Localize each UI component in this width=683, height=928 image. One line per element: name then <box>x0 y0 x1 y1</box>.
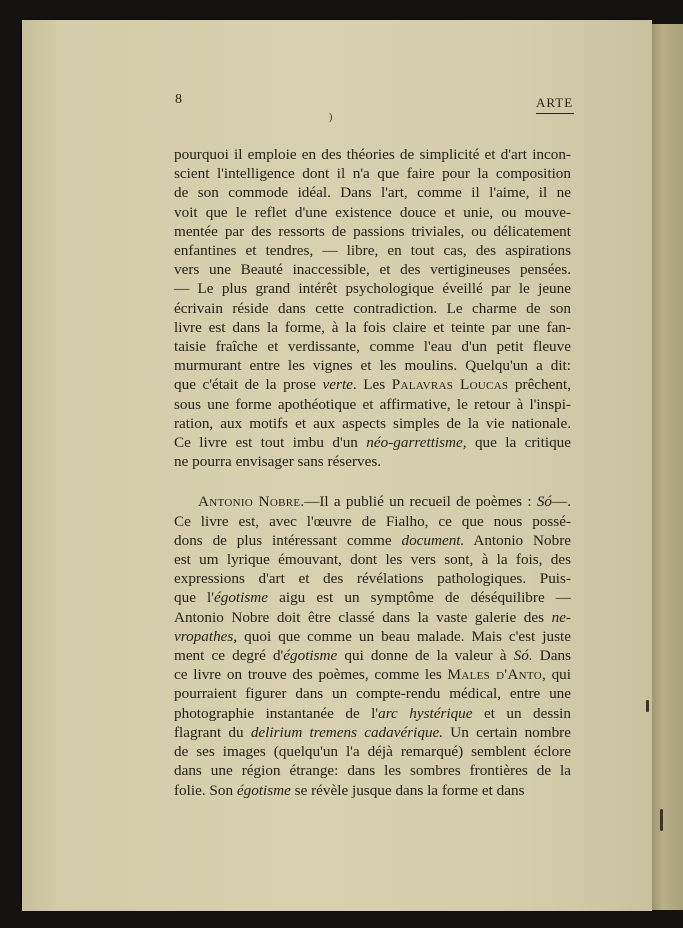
text-line: dans une région étrange: dans les sombres frontières de la <box>174 762 571 780</box>
text-line: vropathes, quoi que comme un beau malade. Mais c'est juste <box>174 627 571 645</box>
italic-text: vropathes, <box>174 627 238 645</box>
italic-text: verte <box>322 376 353 394</box>
text-line: ration, aux motifs et aux aspects simples de la vie nationale. <box>174 414 571 432</box>
running-head: ARTE <box>536 95 574 114</box>
text-line: écrivain réside dans cette contradiction. Le charme de son <box>174 299 571 317</box>
text-line: expressions d'art et des révélations pathologiques. Puis- <box>174 570 571 588</box>
stray-mark: ) <box>329 112 333 123</box>
text-line: Ce livre est tout imbu d'un néo-garrettisme, que la critique <box>174 434 571 452</box>
text-line: sous une forme apothéotique et affirmative, le retour à l'inspi- <box>174 395 571 413</box>
text-line: Ce livre est, avec l'œuvre de Fialho, ce que nous possé- <box>174 512 571 530</box>
text-line: photographie instantanée de l'arc hystérique et un dessin <box>174 704 571 722</box>
small-caps-text: Antonio Nobre <box>198 493 301 511</box>
adjacent-page-edge <box>652 24 683 910</box>
small-caps-text: Palavras Loucas <box>391 376 509 394</box>
text-line: folie. Son égotisme se révèle jusque dans la forme et dans <box>174 781 525 799</box>
small-caps-text: Males d'Anto <box>447 666 542 684</box>
ink-speck <box>660 809 663 831</box>
text-line: taisie fraîche et verdissante, comme l'eau d'un petit fleuve <box>174 338 571 356</box>
text-line: pourraient figurer dans un compte-rendu médical, entre une <box>174 685 571 703</box>
text-line: flagrant du delirium tremens cadavérique. Un certain nombre <box>174 723 571 741</box>
italic-text: néo-garrettisme, <box>366 434 467 452</box>
page-number: 8 <box>175 92 182 107</box>
italic-text: égotisme <box>283 647 338 665</box>
text-line: enfantines et tendres, — libre, en tout cas, des aspirations <box>174 242 571 260</box>
text-line: murmurant entre les vignes et les moulins. Quelqu'un a dit: <box>174 357 571 375</box>
text-line: — Le plus grand intérêt psychologique éveillé par le jeune <box>174 280 571 298</box>
text-line: de ses images (quelqu'un l'a déjà remarqué) semblent éclore <box>174 743 571 761</box>
italic-text: ne- <box>551 608 571 626</box>
italic-text: Só. <box>513 647 533 665</box>
text-line: Antonio Nobre.—Il a publié un recueil de poèmes : Só—. <box>198 493 571 511</box>
italic-text: Só <box>536 493 553 511</box>
text-line: Antonio Nobre doit être classé dans la vaste galerie des ne- <box>174 608 571 626</box>
text-line: pourquoi il emploie en des théories de simplicité et d'art incon- <box>174 146 571 163</box>
text-line: ment ce degré d'égotisme qui donne de la valeur à Só. Dans <box>174 647 571 665</box>
text-line: ne pourra envisager sans réserves. <box>174 453 382 471</box>
text-line: est um lyrique émouvant, dont les vers sont, à la fois, des <box>174 551 571 569</box>
text-line: livre est dans la forme, à la fois claire et teinte par une fan- <box>174 318 571 336</box>
text-line: de son commode idéal. Dans l'art, comme il l'aime, il ne <box>174 184 571 202</box>
text-line: ce livre on trouve des poèmes, comme les Males d'Anto, qui <box>174 666 571 684</box>
italic-text: arc hystérique <box>378 704 473 722</box>
margin-mark <box>646 700 649 712</box>
text-line: que l'égotisme aigu est un symptôme de déséquilibre — <box>174 589 571 607</box>
italic-text: document. <box>401 531 465 549</box>
text-line: vers une Beauté inaccessible, et des vertigineuses pensées. <box>174 261 571 279</box>
text-line: scient l'intelligence dont il n'a que faire pour la composition <box>174 165 571 183</box>
text-line: mentée par des ressorts de passions triviales, ou délicatement <box>174 222 571 240</box>
text-line: voit que le reflet d'une existence douce et unie, ou mouve- <box>174 203 571 221</box>
paragraph-1 <box>174 145 571 471</box>
body-text <box>174 145 571 800</box>
paragraph-2 <box>174 492 571 799</box>
text-line: dons de plus intéressant comme document. Antonio Nobre <box>174 531 571 549</box>
text-line: que c'était de la prose verte. Les Palavras Loucas prêchent, <box>174 376 571 394</box>
italic-text: égotisme <box>214 589 268 607</box>
italic-text: delirium tremens cadavérique. <box>250 723 444 741</box>
italic-text: égotisme <box>236 781 291 799</box>
